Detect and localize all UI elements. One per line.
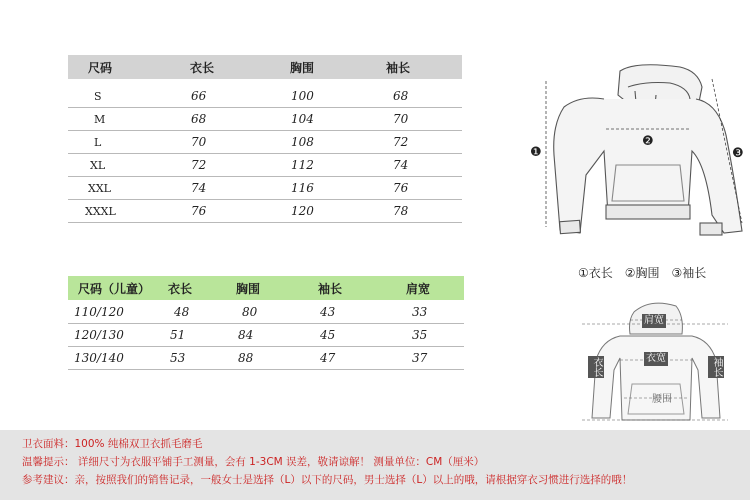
header-size: 尺码 <box>88 60 113 75</box>
chest-cell: 120 <box>291 204 314 218</box>
header-sleeve: 袖长 <box>318 281 343 296</box>
sleeve-cell: 70 <box>393 112 409 126</box>
kids-table-header <box>68 276 464 300</box>
sleeve-cell: 45 <box>320 328 336 342</box>
waist-label: 腰围 <box>652 394 672 405</box>
diagram-legend: ①衣长 ②胸围 ③袖长 <box>578 266 707 280</box>
header-size: 尺码（儿童） <box>78 281 151 296</box>
size-cell: 130/140 <box>74 351 124 365</box>
length-cell: 70 <box>191 135 207 149</box>
table-row <box>68 301 464 324</box>
size-cell: XXL <box>88 181 111 195</box>
adult-table-header <box>68 55 462 79</box>
advice-note: 参考建议：亲，按照我们的销售记录，一般女士是选择（L）以下的尺码，男士选择（L）以上的哦，请根据穿衣习惯进行选择的哦！ <box>22 474 633 486</box>
length-marker: ❶ <box>530 145 542 160</box>
header-length: 衣长 <box>190 60 215 75</box>
sleeve-cell: 47 <box>320 351 336 365</box>
sleeve-cell: 76 <box>393 181 409 195</box>
kids-size-table <box>68 276 464 376</box>
chest-cell: 108 <box>291 135 314 149</box>
hoodie-diagram-top <box>520 55 750 255</box>
table-row <box>68 108 462 131</box>
header-chest: 胸围 <box>290 60 315 75</box>
table-row <box>68 347 464 370</box>
length-cell: 74 <box>191 181 207 195</box>
size-cell: XXXL <box>85 204 116 218</box>
table-row <box>68 200 462 223</box>
length-cell: 66 <box>191 89 207 103</box>
size-cell: L <box>94 135 102 149</box>
fabric-note: 卫衣面料：100% 纯棉双卫衣抓毛磨毛 <box>22 438 203 450</box>
chest-cell: 116 <box>291 181 314 195</box>
size-cell: 110/120 <box>74 305 124 319</box>
sleeve-cell: 43 <box>320 305 336 319</box>
length-cell: 76 <box>191 204 207 218</box>
table-row <box>68 154 462 177</box>
sleeve-marker: ❸ <box>732 146 744 161</box>
sleeve-cell: 78 <box>393 204 409 218</box>
length-cell: 68 <box>191 112 207 126</box>
chest-cell: 84 <box>238 328 254 342</box>
table-row <box>68 177 462 200</box>
header-shoulder: 肩宽 <box>406 281 431 296</box>
chest-marker: ❷ <box>642 134 654 149</box>
length-cell: 53 <box>170 351 186 365</box>
sleeve-cell: 74 <box>393 158 409 172</box>
chest-cell: 100 <box>291 89 314 103</box>
header-length: 衣长 <box>168 281 193 296</box>
chest-cell: 88 <box>238 351 254 365</box>
size-cell: S <box>94 89 102 103</box>
chest-width-badge: 衣宽 <box>646 353 666 364</box>
tip-note: 温馨提示： 详细尺寸为衣服平铺手工测量，会有 1-3CM 误差，敬请谅解！ 测量单位：CM（厘米） <box>22 456 485 468</box>
shoulder-cell: 33 <box>412 305 428 319</box>
table-row <box>68 85 462 108</box>
chest-cell: 112 <box>291 158 314 172</box>
length-badge: 衣长 <box>588 356 604 378</box>
length-cell: 51 <box>170 328 186 342</box>
sleeve-cell: 72 <box>393 135 409 149</box>
table-row <box>68 131 462 154</box>
chest-cell: 80 <box>242 305 258 319</box>
adult-size-table <box>68 55 462 230</box>
length-cell: 48 <box>174 305 190 319</box>
table-row <box>68 324 464 347</box>
shoulder-cell: 37 <box>412 351 428 365</box>
size-cell: M <box>94 112 106 126</box>
size-cell: XL <box>90 158 106 172</box>
sleeve-badge: 袖长 <box>708 356 724 378</box>
shoulder-badge: 肩宽 <box>644 315 664 326</box>
chest-cell: 104 <box>291 112 314 126</box>
header-sleeve: 袖长 <box>386 60 411 75</box>
notes-panel <box>0 430 750 500</box>
size-cell: 120/130 <box>74 328 124 342</box>
shoulder-cell: 35 <box>412 328 428 342</box>
header-chest: 胸围 <box>236 281 261 296</box>
sleeve-cell: 68 <box>393 89 409 103</box>
length-cell: 72 <box>191 158 207 172</box>
